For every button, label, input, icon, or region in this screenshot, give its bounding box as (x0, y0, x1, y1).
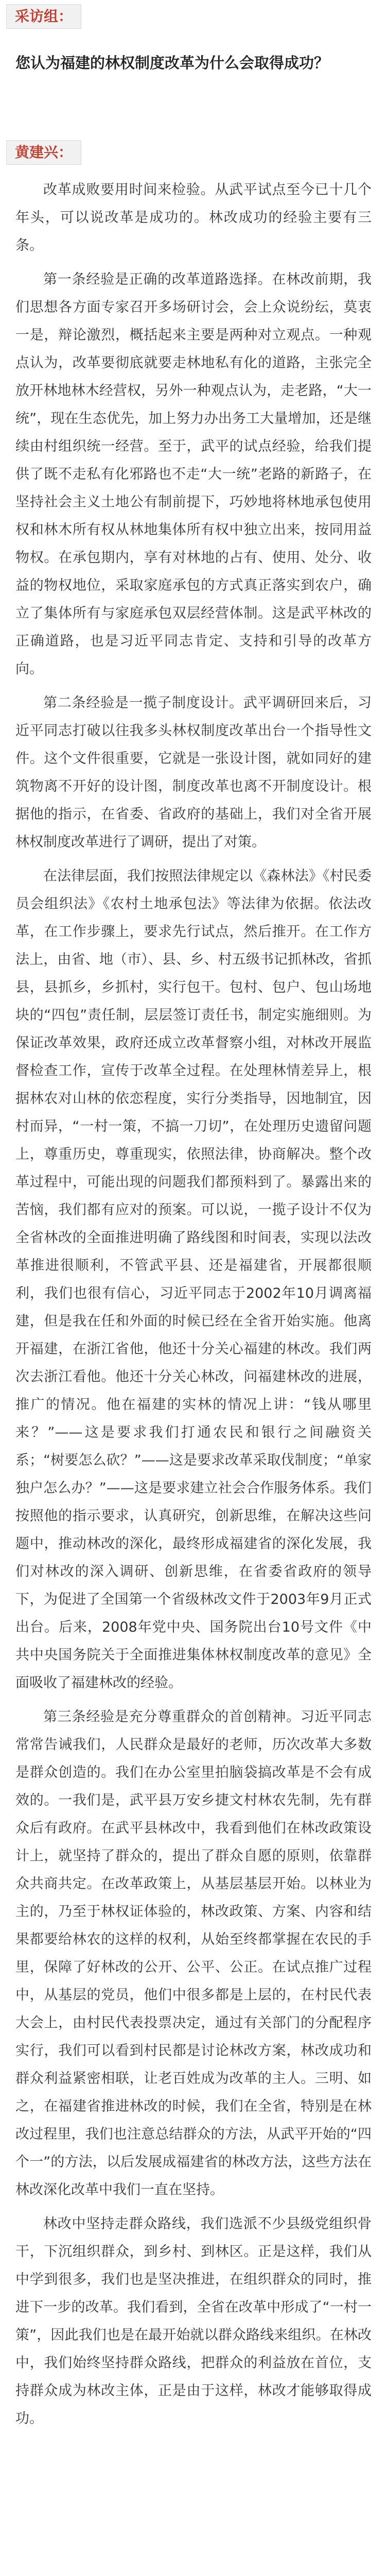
reporter-label: 采访组： (6, 4, 81, 29)
interview-question: 您认为福建的林权制度改革为什么会取得成功？ (15, 54, 329, 72)
paragraph-mass-line: 林改中坚持走群众路线，我们选派不少县级党组织骨干，下沉组织群众，到乡村、到林区。正是这样，我们从中学到很多，我们也是坚决推进，在组织群众的同时，推进下一步的改革。我们看到，全省在改革中形成了“一村一策”，因此我们也是在最开始就以群众路线来组织。在林改中，我们始终坚持群众路线，把群众的利益放在首位，支持群众成为林改主体，正是由于这样，林改才能够取得成功。 (15, 2216, 372, 2427)
paragraph-legal-basis: 在法律层面，我们按照法律规定以《森林法》《村民委员会组织法》《农村土地承包法》等法律为依据。依法改革，在工作步骤上，要求先行试点，然后推开。在工作方法上，由省、地（市）、县、乡、村五级书记抓林改，省抓县，县抓乡，乡抓村，实行包干。包村、包户、包山场地块的“四包”责任制，层层签订责任书，制定实施细则。为保证改革效果，政府还成立改革督察小组，对林改开展监督检查工作，宣传于改革全过程。在处理林情差异上，根据林农对山林的依恋程度，实行分类指导，因地制宜，因村而异，“一村一策，不搞一刀切”，在处理历史遗留问题上，尊重历史，尊重现实，依照法律，协商解决。整个改革过程中，可能出现的问题我们都预料到了。暴露出来的苦恼，我们都有应对的预案。可以说，一揽子设计不仅为全省林改的全面推进明确了路线图和时间表，实现以法改革推进很顺利，不管武平县、还是福建省，开展都很顺利，我们也很有信心，习近平同志于2002年10月调离福建，但是我在任和外面的时候已经在全省开始实施。他离开福建，在浙江省他，他还十分关心福建的林改。我们两次去浙江看他。他还十分关心林改，问福建林改的进展，推广的情况。他在福建的实林的情况上讲：“钱从哪里来？”——这是要求我们打通农民和银行之间融资关系；“树要怎么砍？”——这是要求改革采取伐制度；“单家独户怎么办？”——这是要求建立社会合作服务体系。我们按照他的指示要求，认真研究，创新思维，在解决这些问题中，推动林改的深化，最终形成福建省的深化发展，我们对林改的深入调研、创新思维，在省委省政府的领导下，为促进了全国第一个省级林改文件于2003年9月正式出台。后来，2008年党中央、国务院出台10号文件《中共中央国务院关于全面推进集体林权制度改革的意见》全面吸收了福建林改的经验。 (15, 868, 372, 1691)
paragraph-experience-three: 第三条经验是充分尊重群众的首创精神。习近平同志常常告诫我们，人民群众是最好的老师，历次改革大多数是群众创造的。我们在办公室里拍脑袋搞改革是不会有成效的。一我们是，武平县万安乡捷文村林农先制，先有群众后有政府。在武平县林改中，我看到他们在林改政策设计上，就坚持了群众的，提出了群众自愿的原则，依靠群众共商共定。在改革政策上，从基层基层开始。以林业为主的，乃至于林权证体验的，林改政策、方案、内容和结果都要给林农的这样的权利，从始至终都掌握在农民的手里，保障了好林改的公开、公平、公正。在试点推广过程中，从基层的党员，他们中很多都是上层的，在村民代表大会上，由村民代表投票决定，通过有关部门的分配程序实行，我们可以看到村民都是讨论林改方案，林改成功和群众利益紧密相联，让老百姓成为改革的主人。三明、如之，在福建省推进林改的时候，我们在全省，特别是在林改过程里，我们也注意总结群众的方法，从武平开始的“四个一”的方法，以后发展成福建省的林改方法，这些方法在林改深化改革中我们一直在坚持。 (15, 1709, 372, 2198)
paragraph-experience-two: 第二条经验是一揽子制度设计。武平调研回来后，习近平同志打破以往我多头林权制度改革出台一个指导性文件。这个文件很重要，它就是一张设计图，就如同好的建筑物离不开好的设计图，制度改革也离不开制度设计。根据他的指示，在省委、省政府的基础上，我们对全省开展林权制度改革进行了调研，提出了对策。 (15, 695, 372, 850)
answer-body (15, 176, 372, 2439)
paragraph-experience-one: 第一条经验是正确的改革道路选择。在林改前期，我们思想各方面专家召开多场研讨会，会上众说纷纭，莫衷一是，辩论激烈，概括起来主要是两种对立观点。一种观点认为，改革要彻底就要走林地私有化的道路，主张完全放开林地林木经营权，另外一种观点认为，走老路，“大一统”，现在生态优先，加上努力办出务工大量增加，还是继续由村组织统一经营。至于，武平的试点经验，给我们提供了既不走私有化邪路也不走“大一统”老路的新路子，在坚持社会主义土地公有制前提下，巧妙地将林地承包使用权和林木所有权从林地集体所有权中独立出来，按同用益物权。在承包期内，享有对林地的占有、使用、处分、收益的物权地位，采取家庭承包的方式真正落实到农户，确立了集体所有与家庭承包双层经营体制。这是武平林改的正确道路，也是习近平同志肯定、支持和引导的改革方向。 (15, 272, 372, 677)
paragraph-intro: 改革成败要用时间来检验。从武平试点至今已十几个年头，可以说改革是成功的。林改成功的经验主要有三条。 (15, 182, 372, 253)
speaker-label: 黄建兴： (6, 140, 81, 165)
